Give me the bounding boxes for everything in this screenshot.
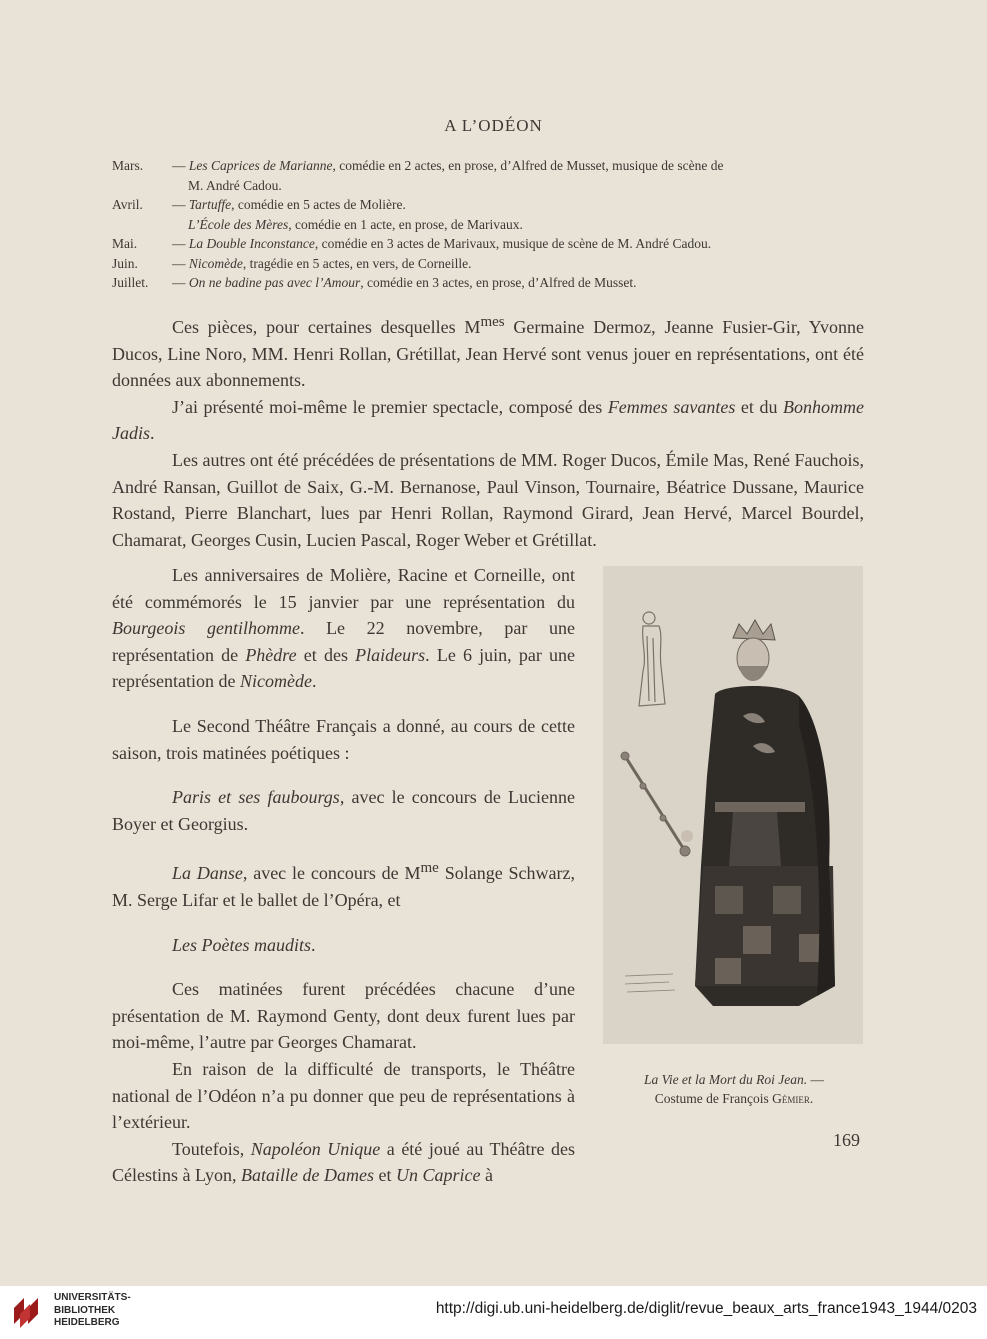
entry-month: Juin.: [112, 255, 138, 271]
page-number: 169: [833, 1130, 860, 1150]
entry-text: — Nicomède, tragédie en 5 actes, en vers, de Corneille.: [172, 255, 472, 271]
program-entry-juillet: [112, 273, 872, 293]
paragraph: Le Second Théâtre Français a donné, au cours de cette saison, trois matinées poétiques :: [112, 715, 575, 763]
entry-continuation: M. André Cadou.: [188, 177, 282, 193]
season-program-list: [112, 156, 872, 293]
paragraph: Ces pièces, pour certaines desquelles $M^{mes}$ Germaine Dermoz, Jeanne Fusier-Gir, Yvonne Ducos, Line Noro, MM. Henri Rollan, Grétillat, Jean Hervé sont venus jouer en représentations, ont été données aux abonnements.: [112, 314, 864, 391]
entry-month: Avril.: [112, 197, 143, 212]
entry-text: — La Double Inconstance, comédie en 3 actes de Marivaux, musique de scène de M. André Cadou.: [172, 236, 712, 251]
paragraph: En raison de la difficulté de transports, le Théâtre national de l’Odéon n’a pu donner que peu de représentations à l’extérieur.: [112, 1058, 575, 1133]
figure-caption: [590, 1070, 878, 1108]
caption-line-1: La Vie et la Mort du Roi Jean. —: [643, 1072, 825, 1087]
body-text-column: [112, 562, 575, 1189]
paragraph: La Danse, avec le concours de $M^{me}$ Solange Schwarz, M. Serge Lifar et le ballet de l’Opéra, et: [112, 860, 575, 910]
body-text-full-width: [112, 309, 864, 553]
entry-text: — On ne badine pas avec l’Amour, comédie en 3 actes, en prose, d’Alfred de Musset.: [172, 275, 637, 290]
program-entry-mars: [112, 156, 872, 176]
paragraph: Paris et ses faubourgs, avec le concours de Lucienne Boyer et Georgius.: [112, 787, 575, 834]
paragraph: Les Poètes maudits.: [172, 934, 316, 955]
paragraph: J’ai présenté moi-même le premier spectacle, composé des Femmes savantes et du Bonhomme Jadis.: [112, 396, 864, 444]
entry-month: Mai.: [112, 236, 138, 251]
running-head: A L’ODÉON: [444, 116, 543, 135]
entry-text: — Les Caprices de Marianne, comédie en 2 actes, en prose, d’Alfred de Musset, musique de scène de: [172, 158, 724, 173]
program-entry-mai: [112, 234, 872, 254]
paragraph: Les autres ont été précédées de présentations de MM. Roger Ducos, Émile Mas, René Fauchois, André Ransan, Guillot de Saix, G.-M. Bernanose, Paul Vinson, Tournaire, Béatrice Dussane, Maurice Rostand, Pierre Blanchart, lues par Henri Rollan, Raymond Girard, Jean Hervé, Marcel Bourdel, Chamarat, Georges Cusin, Lucien Pascal, Roger Weber et Grétillat.: [112, 449, 864, 550]
caption-line-2: Costume de François Gémier.: [654, 1091, 814, 1106]
program-entry-juin: [112, 254, 872, 274]
library-logo-icon: [10, 1294, 46, 1330]
costume-drawing: [603, 566, 863, 1044]
costume-illustration: [603, 566, 863, 1044]
program-entry-avril: [112, 195, 872, 215]
entry-text: — Tartuffe, comédie en 5 actes de Molière.: [172, 197, 406, 212]
paragraph: Les anniversaires de Molière, Racine et Corneille, ont été commémorés le 15 janvier par une représentation du Bourgeois gentilhomme. Le 22 novembre, par une représentation de Phèdre et des Plaideurs. Le 6 juin, par une représentation de Nicomède.: [112, 565, 576, 692]
entry-month: Juillet.: [112, 275, 149, 290]
entry-continuation: L’École des Mères, comédie en 1 acte, en prose, de Marivaux.: [188, 216, 523, 232]
library-name: UNIVERSITÄTS- BIBLIOTHEK HEIDELBERG: [54, 1292, 131, 1328]
paragraph: Ces matinées furent précédées chacune d’une présentation de M. Raymond Genty, dont deux furent lues par moi-même, l’autre par Georges Chamarat.: [112, 979, 575, 1053]
library-footer: [0, 1286, 987, 1339]
entry-month: Mars.: [112, 158, 144, 173]
paragraph: Toutefois, Napoléon Unique a été joué au Théâtre des Célestins à Lyon, Bataille de Dames et Un Caprice à: [112, 1138, 575, 1186]
source-url-link[interactable]: http://digi.ub.uni-heidelberg.de/diglit/revue_beaux_arts_france1943_1944/0203: [435, 1300, 977, 1317]
